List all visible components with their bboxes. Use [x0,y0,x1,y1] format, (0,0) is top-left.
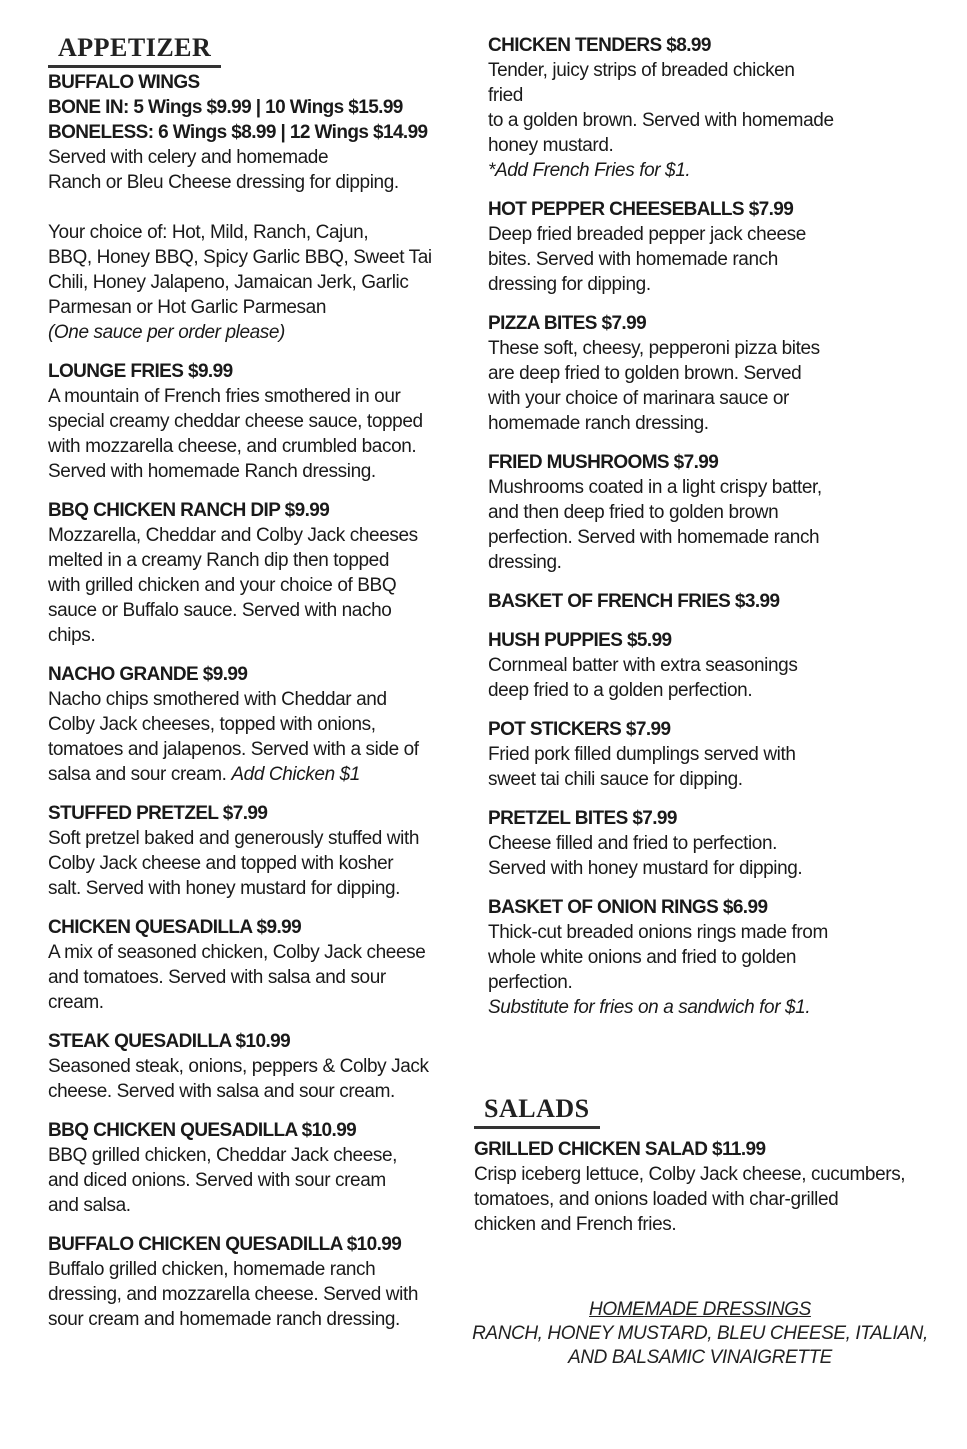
menu-item [488,311,933,436]
salads-title: SALADS [474,1094,600,1129]
menu-item [48,662,460,787]
item-desc-line: perfection. Served with homemade ranch [488,527,820,548]
item-desc-line: whole white onions and fried to golden [488,947,797,968]
item-desc-line: Crisp iceberg lettuce, Colby Jack cheese, cucumbers, [474,1164,906,1185]
item-desc-line: tomatoes and jalapenos. Served with a side of [48,739,419,760]
item-desc-line: with grilled chicken and your choice of BBQ [48,575,397,596]
menu-item [488,717,933,792]
item-desc-line: Served with honey mustard for dipping. [488,858,803,879]
sauce-line: Parmesan or Hot Garlic Parmesan [48,297,326,318]
item-desc-line: and salsa. [48,1195,131,1216]
menu-item [488,895,933,1020]
item-desc-line: cheese. Served with salsa and sour cream. [48,1081,395,1102]
item-desc-line: Thick-cut breaded onions rings made from [488,922,828,943]
item-desc-line: tomatoes, and onions loaded with char-grilled [474,1189,839,1210]
item-name: FRIED MUSHROOMS $7.99 [488,452,719,473]
menu-item [48,915,460,1015]
salads-header [474,1094,933,1129]
item-desc-line: dressing for dipping. [488,274,651,295]
dressings-title: HOMEMADE DRESSINGS [589,1299,811,1320]
item-desc-line: Soft pretzel baked and generously stuffed with [48,828,419,849]
item-desc-line: Mushrooms coated in a light crispy batter, [488,477,822,498]
menu-item [488,33,933,183]
item-desc-line: Tender, juicy strips of breaded chicken [488,60,795,81]
right-items-list [488,33,933,1020]
item-desc-line: chicken and French fries. [474,1214,677,1235]
item-desc-line: sour cream and homemade ranch dressing. [48,1309,400,1330]
item-desc-line: chips. [48,625,96,646]
item-name: CHICKEN QUESADILLA $9.99 [48,917,302,938]
item-desc-line: cream. [48,992,104,1013]
sauce-line: BBQ, Honey BBQ, Spicy Garlic BBQ, Sweet Tai [48,247,432,268]
item-name: GRILLED CHICKEN SALAD $11.99 [474,1139,766,1160]
menu-item [48,1029,460,1104]
item-desc-line: Fried pork filled dumplings served with [488,744,796,765]
item-name: BBQ CHICKEN RANCH DIP $9.99 [48,500,330,521]
item-desc-line: Seasoned steak, onions, peppers & Colby Jack [48,1056,429,1077]
item-desc-line: are deep fried to golden brown. Served [488,363,802,384]
item-name: NACHO GRANDE $9.99 [48,664,248,685]
item-desc-line: homemade ranch dressing. [488,413,709,434]
homemade-dressings [470,1298,930,1370]
menu-item [48,1232,460,1332]
item-desc-line: and tomatoes. Served with salsa and sour [48,967,386,988]
item-name: BASKET OF ONION RINGS $6.99 [488,897,768,918]
item-desc-text: salsa and sour cream. [48,764,232,785]
menu-item [48,1118,460,1218]
sauce-line: Chili, Honey Jalapeno, Jamaican Jerk, Garlic [48,272,409,293]
menu-item [48,359,460,484]
menu-item-grilled-chicken-salad [474,1137,934,1237]
item-desc-line: Cheese filled and fried to perfection. [488,833,777,854]
wings-boneless-price: BONELESS: 6 Wings $8.99 | 12 Wings $14.99 [48,122,428,143]
item-name: BASKET OF FRENCH FRIES $3.99 [488,591,780,612]
item-name: BUFFALO WINGS [48,72,200,93]
menu-item [48,801,460,901]
menu-item [488,197,933,297]
item-desc-line: honey mustard. [488,135,614,156]
item-desc-line: Cornmeal batter with extra seasonings [488,655,798,676]
item-desc-line: BBQ grilled chicken, Cheddar Jack cheese, [48,1145,398,1166]
sauce-note: (One sauce per order please) [48,322,285,343]
item-name: BBQ CHICKEN QUESADILLA $10.99 [48,1120,357,1141]
item-desc-line: Ranch or Bleu Cheese dressing for dipping. [48,172,399,193]
left-items-list [48,359,460,1332]
item-desc-line: and then deep fried to golden brown [488,502,779,523]
item-name: BUFFALO CHICKEN QUESADILLA $10.99 [48,1234,402,1255]
appetizer-title: APPETIZER [48,33,221,68]
menu-item-buffalo-wings [48,70,460,345]
item-desc-line: to a golden brown. Served with homemade [488,110,834,131]
item-desc-line: fried [488,85,523,106]
menu-item [488,589,933,614]
item-name: LOUNGE FRIES $9.99 [48,361,233,382]
menu-item [488,628,933,703]
item-desc-line: melted in a creamy Ranch dip then topped [48,550,389,571]
item-name: POT STICKERS $7.99 [488,719,671,740]
item-desc-line: dressing, and mozzarella cheese. Served with [48,1284,418,1305]
item-desc-line: Colby Jack cheese and topped with kosher [48,853,394,874]
item-desc-line: sauce or Buffalo sauce. Served with nacho [48,600,392,621]
item-desc-line: perfection. [488,972,573,993]
item-desc-line: A mountain of French fries smothered in our [48,386,401,407]
item-addon-note: Add Chicken $1 [231,764,360,785]
left-column [48,0,460,1346]
item-desc-line: with your choice of marinara sauce or [488,388,789,409]
item-desc-line: A mix of seasoned chicken, Colby Jack cheese [48,942,426,963]
item-name: STEAK QUESADILLA $10.99 [48,1031,291,1052]
dressings-line: RANCH, HONEY MUSTARD, BLEU CHEESE, ITALIAN, [472,1323,928,1344]
item-desc-line [48,762,460,787]
item-desc-line: deep fried to a golden perfection. [488,680,753,701]
item-desc-line: Served with celery and homemade [48,147,329,168]
item-desc-line: salt. Served with honey mustard for dipping. [48,878,401,899]
item-desc-line: sweet tai chili sauce for dipping. [488,769,743,790]
item-desc-line: bites. Served with homemade ranch [488,249,778,270]
sauce-line: Your choice of: Hot, Mild, Ranch, Cajun, [48,222,369,243]
appetizer-header [48,33,460,68]
item-desc-line: Buffalo grilled chicken, homemade ranch [48,1259,376,1280]
item-note: Substitute for fries on a sandwich for $1. [488,997,811,1018]
item-desc-line: with mozzarella cheese, and crumbled bacon. [48,436,417,457]
item-desc-line: dressing. [488,552,562,573]
wings-bone-in-price: BONE IN: 5 Wings $9.99 | 10 Wings $15.99 [48,97,403,118]
menu-item [488,450,933,575]
item-desc-line: and diced onions. Served with sour cream [48,1170,386,1191]
item-name: PIZZA BITES $7.99 [488,313,647,334]
item-note: *Add French Fries for $1. [488,160,691,181]
menu-item [488,806,933,881]
right-column [474,0,933,1251]
item-desc-line: special creamy cheddar cheese sauce, topped [48,411,423,432]
dressings-line: AND BALSAMIC VINAIGRETTE [568,1347,832,1368]
item-desc-line: Deep fried breaded pepper jack cheese [488,224,806,245]
item-name: HUSH PUPPIES $5.99 [488,630,672,651]
menu-item [48,498,460,648]
item-name: STUFFED PRETZEL $7.99 [48,803,268,824]
item-name: HOT PEPPER CHEESEBALLS $7.99 [488,199,794,220]
item-desc-line: Colby Jack cheeses, topped with onions, [48,714,376,735]
item-name: CHICKEN TENDERS $8.99 [488,35,711,56]
item-desc-line: Nacho chips smothered with Cheddar and [48,689,387,710]
item-desc-line: These soft, cheesy, pepperoni pizza bites [488,338,820,359]
item-name: PRETZEL BITES $7.99 [488,808,677,829]
item-desc-line: Served with homemade Ranch dressing. [48,461,376,482]
item-desc-line: Mozzarella, Cheddar and Colby Jack cheeses [48,525,418,546]
